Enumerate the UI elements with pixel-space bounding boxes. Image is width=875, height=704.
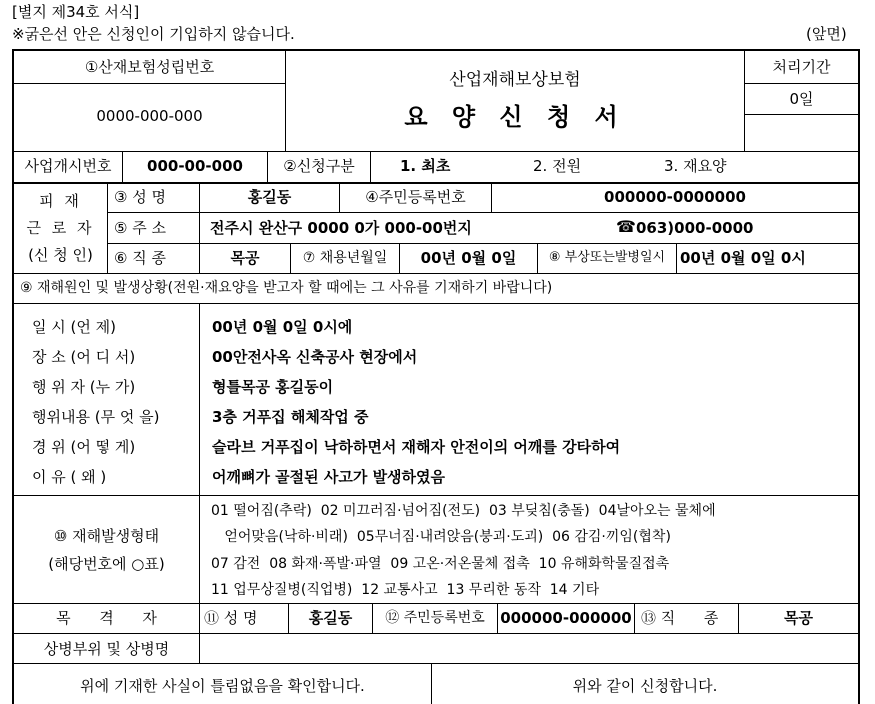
worker-name-value: 홍길동	[247, 188, 292, 206]
hire-date-label: ⑦ 채용년월일	[302, 250, 388, 266]
form-subtitle: 산업재해보상보험	[449, 70, 581, 90]
application-type-label: ②신청구분	[283, 157, 355, 175]
worker-group-label-2: 근 로 자	[26, 219, 95, 237]
accident-type-line-4: 11 업무상질병(직업병) 12 교통사고 13 무리한 동작 14 기타	[211, 582, 600, 598]
option-re-treatment: 3. 재요양	[664, 157, 727, 175]
worker-job-value: 목공	[230, 249, 260, 267]
witness-id-label: ⑫ 주민등록번호	[385, 610, 485, 626]
start-no-label: 사업개시번호	[24, 157, 112, 175]
cause-how-label: 경 위 (어 떻 게)	[32, 438, 136, 456]
witness-label: 목 격 자	[56, 609, 157, 627]
reg-no-label: ①산재보험성립번호	[84, 58, 215, 76]
form-title: 요 양 신 청 서	[404, 103, 626, 131]
cause-who-value: 형틀목공 홍길동이	[212, 378, 334, 396]
injury-part-label: 상병부위 및 상병명	[43, 640, 170, 658]
option-first: 1. 최초	[400, 157, 451, 175]
witness-job-value: 목공	[784, 609, 813, 627]
border-left	[12, 49, 14, 704]
cause-why-label: 이 유 ( 왜 )	[32, 468, 107, 486]
border-right	[858, 49, 860, 704]
accident-type-line-1: 01 떨어짐(추락) 02 미끄러짐·넘어짐(전도) 03 부딪침(충돌) 04날아오는 물체에	[211, 503, 716, 519]
confirm-statement: 위에 기재한 사실이 틀림없음을 확인합니다.	[80, 677, 365, 695]
worker-id-label: ④주민등록번호	[365, 188, 466, 206]
worker-address-label: ⑤ 주 소	[114, 219, 166, 237]
accident-type-line-2: 얻어맞음(낙하·비래) 05무너짐·내려앉음(붕괴·도괴) 06 감김·끼임(협착)	[211, 529, 671, 545]
witness-name-label: ⑪ 성 명	[204, 609, 258, 627]
injury-date-value: 00년 0월 0일 0시	[680, 249, 806, 267]
cause-why-value: 어깨뼈가 골절된 사고가 발생하였음	[212, 468, 446, 486]
form-number: [별지 제34호 서식]	[12, 3, 140, 21]
worker-name-label: ③ 성 명	[114, 188, 166, 206]
header-note: ※굵은선 안은 신청인이 기입하지 않습니다.	[12, 25, 295, 43]
apply-statement: 위와 같이 신청합니다.	[572, 677, 718, 695]
worker-group-label-1: 피 재	[39, 192, 82, 210]
cause-when-value: 00년 0월 0일 0시에	[212, 318, 353, 336]
worker-group-label-3: (신 청 인)	[28, 246, 93, 264]
border-top	[12, 49, 860, 51]
accident-type-label: ⑩ 재해발생형태	[53, 527, 160, 545]
cause-what-value: 3층 거푸집 해체작업 중	[212, 408, 369, 426]
cause-what-label: 행위내용 (무 엇 을)	[32, 408, 160, 426]
cause-when-label: 일 시 (언 제)	[32, 318, 116, 336]
reg-no-value: 0000-000-000	[96, 107, 203, 125]
accident-type-line-3: 07 감전 08 화재·폭발·파열 09 고온·저온물체 접촉 10 유해화학물질접촉	[211, 556, 670, 572]
cause-how-value: 슬라브 거푸집이 낙하하면서 재해자 안전이의 어깨를 강타하여	[212, 438, 621, 456]
witness-job-label: ⑬ 직 종	[641, 609, 719, 627]
hire-date-value: 00년 0월 0일	[420, 249, 517, 267]
worker-address-value: 전주시 완산구 0000 0가 000-00번지	[210, 219, 472, 237]
cause-where-label: 장 소 (어 디 서)	[32, 348, 136, 366]
worker-id-value: 000000-0000000	[604, 188, 746, 206]
cause-who-label: 행 위 자 (누 가)	[32, 378, 136, 396]
option-transfer: 2. 전원	[533, 157, 582, 175]
page-side: (앞면)	[806, 25, 847, 43]
injury-date-label: ⑧ 부상또는발병일시	[548, 250, 666, 265]
accident-type-instruction: (해당번호에 ○표)	[48, 555, 165, 573]
worker-phone-value: 063)000-0000	[636, 219, 754, 237]
witness-name-value: 홍길동	[308, 609, 353, 627]
worker-job-label: ⑥ 직 종	[114, 249, 166, 267]
witness-id-value: 000000-000000	[500, 609, 632, 627]
phone-icon: ☎	[616, 217, 636, 236]
cause-where-value: 00안전사옥 신축공사 현장에서	[212, 348, 418, 366]
period-label: 처리기간	[772, 58, 831, 76]
period-value: 0일	[789, 90, 814, 108]
cause-heading: ⑨ 재해원인 및 발생상황(전원·재요양을 받고자 할 때에는 그 사유를 기재하기 바랍니다)	[20, 280, 553, 296]
start-no-value: 000-00-000	[147, 157, 243, 175]
